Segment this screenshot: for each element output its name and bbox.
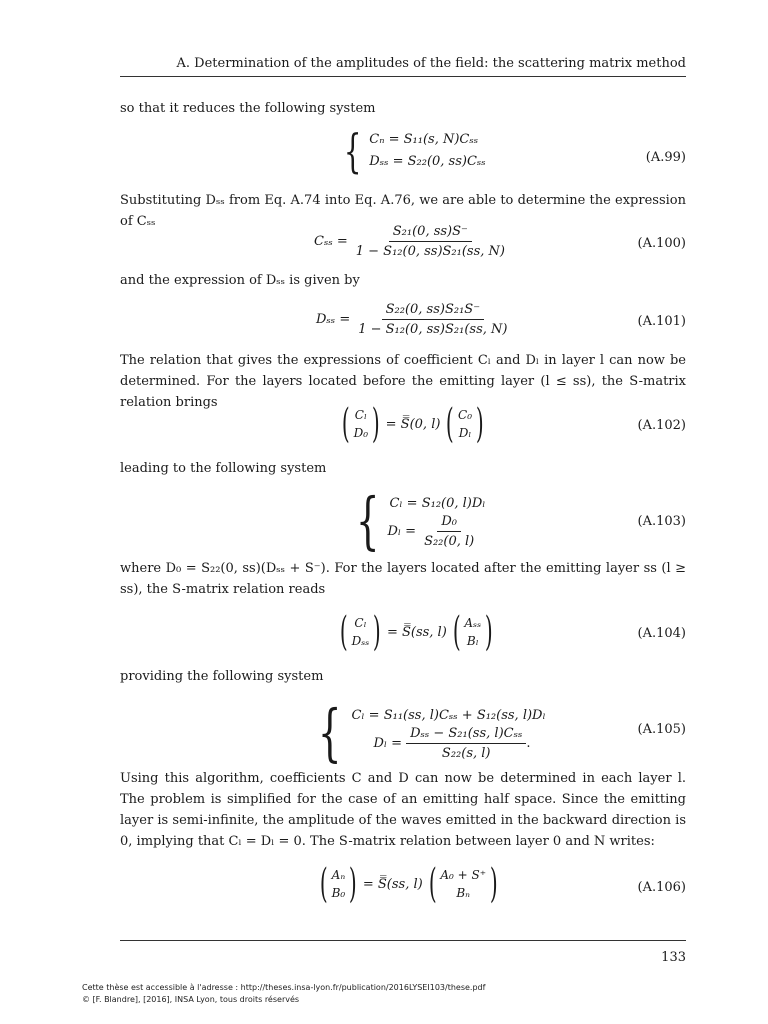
equation-number: (A.102) <box>637 418 686 433</box>
equation-a99 <box>120 124 686 178</box>
page-number: 133 <box>661 950 686 965</box>
paragraph: so that it reduces the following system <box>120 101 376 116</box>
left-brace: { <box>355 484 380 557</box>
denominator: S₂₂(0, l) <box>424 533 475 549</box>
right-paren: ) <box>489 861 498 907</box>
s-matrix-term: = S̿(0, l) <box>385 416 441 432</box>
denominator: S₂₂(s, l) <box>441 745 491 761</box>
equation-number: (A.105) <box>637 722 686 737</box>
column-vector <box>440 866 486 902</box>
equation-a104 <box>120 609 686 656</box>
vector-entry: A₀ + S⁺ <box>440 868 487 882</box>
fraction <box>354 302 511 337</box>
denominator: 1 − S₁₂(0, ss)S₂₁(ss, N) <box>355 244 505 259</box>
vector-entry: C₀ <box>458 408 473 422</box>
column-vector <box>464 614 481 650</box>
vector-entry: Dₛₛ <box>351 634 370 648</box>
left-paren: ( <box>319 861 328 907</box>
left-paren: ( <box>428 861 437 907</box>
equation-number: (A.99) <box>645 150 686 165</box>
equation-number: (A.104) <box>637 626 686 641</box>
equation-a105 <box>120 696 686 769</box>
header-rule <box>120 76 686 77</box>
footer-copyright-line: © [F. Blandre], [2016], INSA Lyon, tous droits réservés <box>82 995 300 1004</box>
column-vector <box>458 406 472 442</box>
equation-line: Cₗ = S₁₁(ss, l)Cₛₛ + S₁₂(ss, l)Dₗ <box>351 707 546 723</box>
paragraph: Substituting Dₛₛ from Eq. A.74 into Eq. A.76, we are able to determine the expression of Cₛₛ <box>120 193 686 229</box>
paragraph: providing the following system <box>120 669 324 684</box>
left-paren: ( <box>452 609 461 655</box>
equation-a101 <box>120 300 686 346</box>
paragraph: where D₀ = S₂₂(0, ss)(Dₛₛ + S⁻). For the layers located after the emitting layer ss (l ≥ ss), the S-matrix relation reads <box>120 561 686 597</box>
left-brace: { <box>317 696 342 769</box>
left-brace: { <box>343 124 362 178</box>
equation-number: (A.100) <box>637 236 686 251</box>
s-matrix-term: = S̿(ss, l) <box>386 624 447 640</box>
vector-entry: D₀ <box>353 426 369 440</box>
column-vector <box>354 406 368 442</box>
right-paren: ) <box>349 861 357 907</box>
equation-lhs: Dₛₛ = <box>316 312 351 327</box>
equation-number: (A.101) <box>637 314 686 329</box>
right-paren: ) <box>371 401 380 447</box>
punctuation: . <box>526 735 531 751</box>
equation-a100 <box>120 222 686 268</box>
column-vector <box>352 614 370 650</box>
equation-line: Cₗ = S₁₂(0, l)Dₗ <box>389 495 486 511</box>
left-paren: ( <box>341 401 350 447</box>
equation-number: (A.106) <box>637 880 686 895</box>
paragraph: Using this algorithm, coefficients C and D can now be determined in each layer l. The problem is simplified for the case of an emitting half space. Since the emitting layer is semi-infinite, the amplitude of the waves emitted in the backward direction is 0, implying that Cₗ = Dₗ = 0. The S-matrix relation between layer 0 and N writes: <box>120 771 686 849</box>
footer-availability-line: Cette thèse est accessible à l'adresse : http://theses.insa-lyon.fr/publication/2016LYSEI103/these.pdf <box>82 983 486 992</box>
paragraph: leading to the following system <box>120 461 327 476</box>
vector-entry: Cₗ <box>354 408 367 422</box>
numerator: Dₛₛ − S₂₁(ss, l)Cₛₛ <box>406 726 526 744</box>
equation-line: Dₛₛ = S₂₂(0, ss)Cₛₛ <box>369 154 486 169</box>
vector-entry: B₀ <box>331 886 346 900</box>
numerator: S₂₁(0, ss)S⁻ <box>389 224 472 242</box>
numerator: D₀ <box>437 514 461 532</box>
right-paren: ) <box>373 609 382 655</box>
vector-entry: Aₙ <box>331 868 346 882</box>
equation-number: (A.103) <box>637 514 686 529</box>
column-vector <box>332 866 346 902</box>
vector-entry: Dₗ <box>458 426 472 440</box>
equation-a106 <box>120 861 686 910</box>
vector-entry: Bₗ <box>466 634 479 648</box>
paragraph: The relation that gives the expressions of coefficient Cₗ and Dₗ in layer l can now be determined. For the layers located before the emitting layer (l ≤ ss), the S-matrix relation brings <box>120 353 686 410</box>
equation-lhs: Cₛₛ = <box>314 234 348 249</box>
denominator: 1 − S₁₂(0, ss)S₂₁(ss, N) <box>358 322 508 337</box>
vector-entry: Bₙ <box>456 886 471 900</box>
equation-a103 <box>120 484 686 557</box>
equation-lhs: Dₗ = <box>373 735 403 751</box>
fraction <box>420 514 478 549</box>
fraction <box>406 726 526 761</box>
fraction <box>352 224 509 259</box>
vector-entry: Cₗ <box>354 616 367 630</box>
running-header: A. Determination of the amplitudes of the field: the scattering matrix method <box>176 56 686 71</box>
right-paren: ) <box>475 401 484 447</box>
right-paren: ) <box>485 609 493 655</box>
equation-lhs: Dₗ = <box>387 523 417 539</box>
numerator: S₂₂(0, ss)S₂₁S⁻ <box>382 302 484 320</box>
equation-line: Cₙ = S₁₁(s, N)Cₛₛ <box>369 132 479 147</box>
vector-entry: Aₛₛ <box>464 616 482 630</box>
left-paren: ( <box>446 401 455 447</box>
paragraph: and the expression of Dₛₛ is given by <box>120 273 360 288</box>
left-paren: ( <box>339 609 348 655</box>
footer-rule <box>120 940 686 941</box>
equation-a102 <box>120 401 686 448</box>
s-matrix-term: = S̿(ss, l) <box>362 876 423 892</box>
